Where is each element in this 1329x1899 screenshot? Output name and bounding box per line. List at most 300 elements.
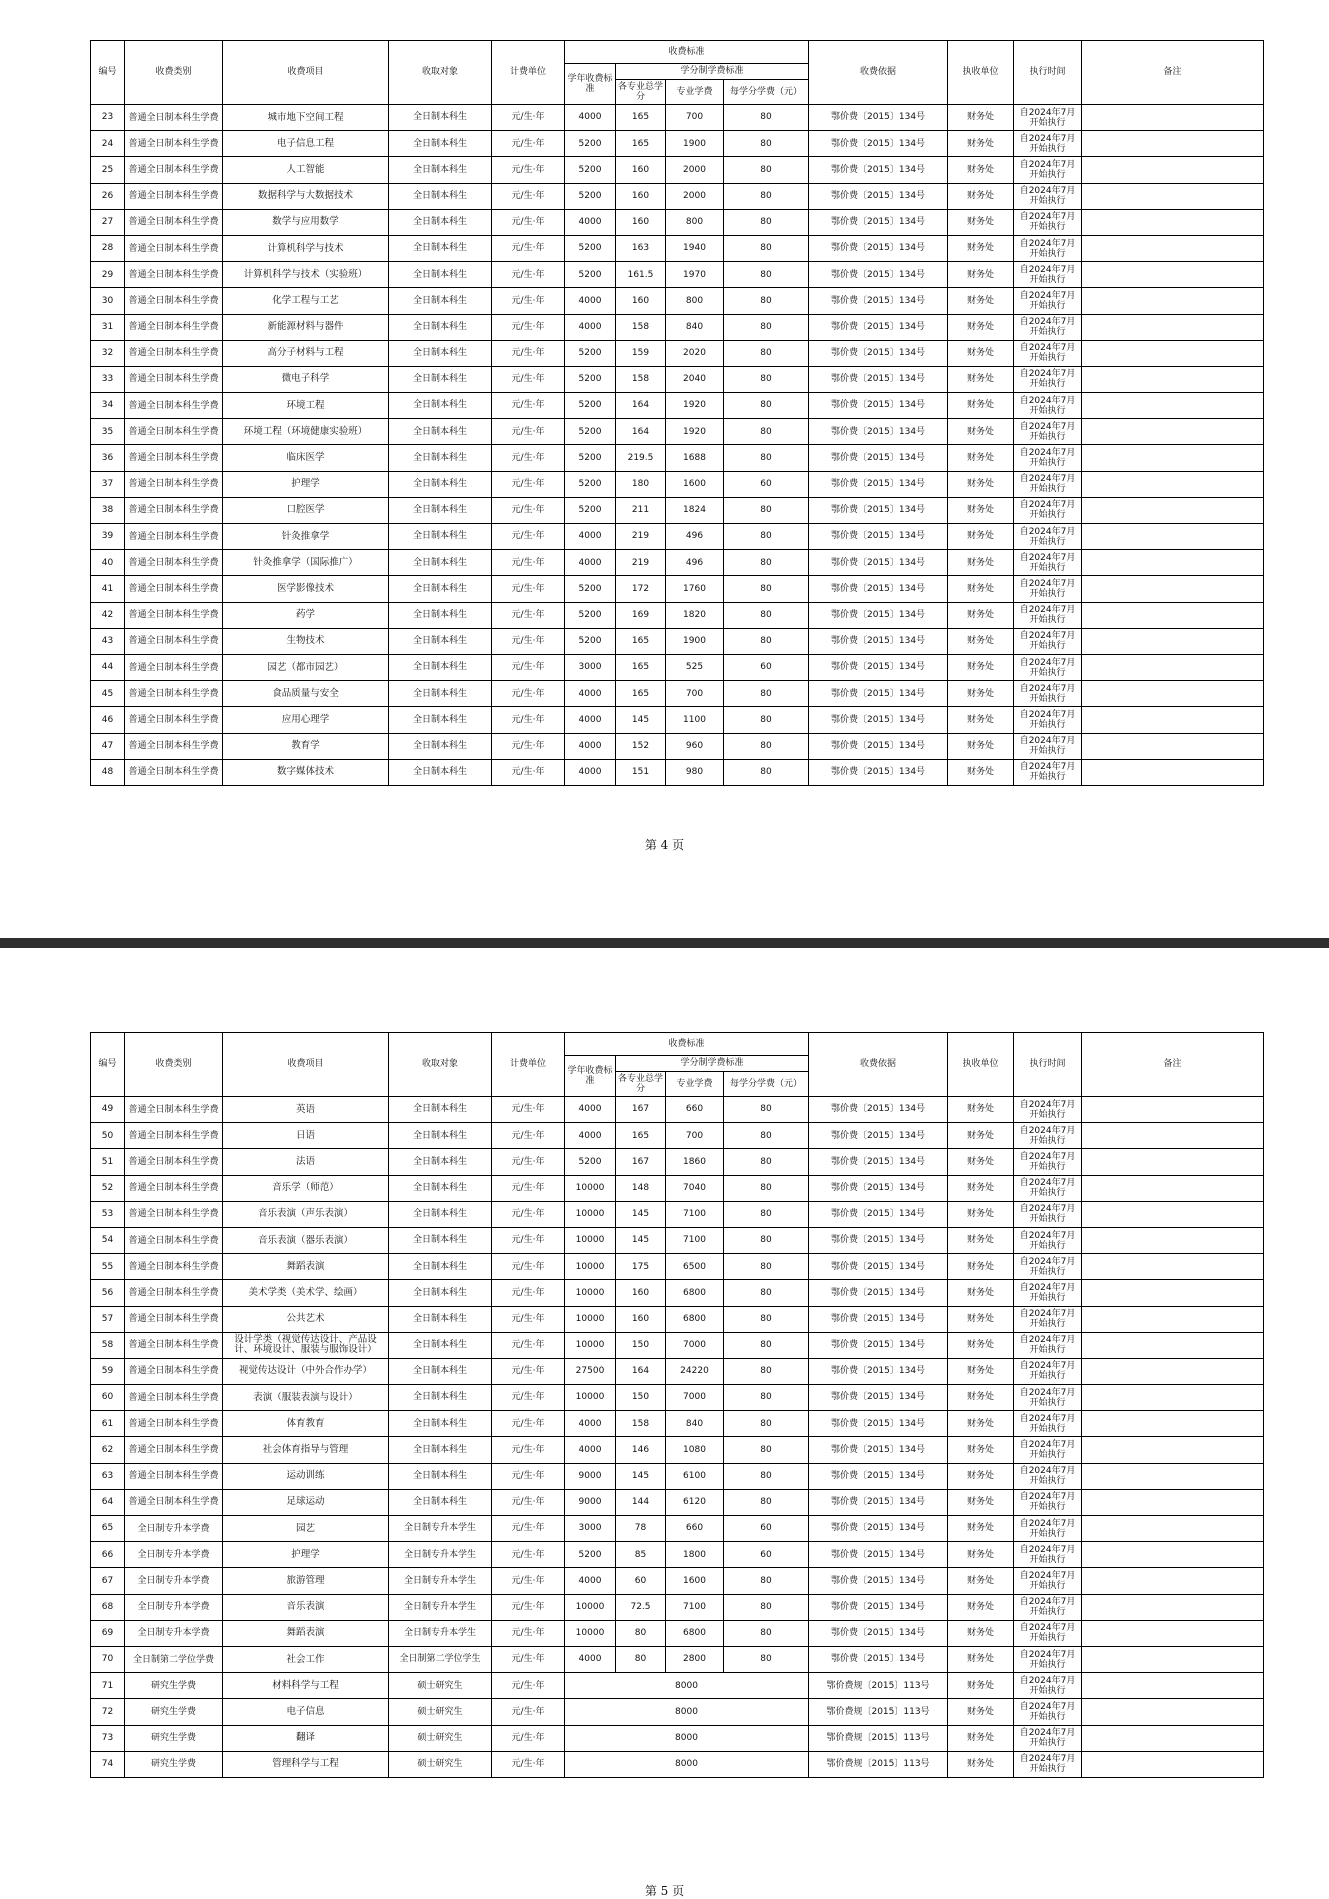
collecting-unit: 财务处 (948, 1437, 1014, 1463)
fee-unit: 元/生·年 (492, 314, 565, 340)
fee-unit: 元/生·年 (492, 1097, 565, 1123)
major-fee: 1100 (666, 707, 724, 733)
fee-basis: 鄂价费〔2015〕134号 (809, 183, 948, 209)
notes-cell (1082, 1358, 1264, 1384)
effective-time: 自2024年7月开始执行 (1014, 157, 1082, 183)
effective-time: 自2024年7月开始执行 (1014, 707, 1082, 733)
fee-unit: 元/生·年 (492, 1751, 565, 1777)
fee-unit: 元/生·年 (492, 157, 565, 183)
fee-category: 研究生学费 (125, 1673, 223, 1699)
major-fee: 6500 (666, 1254, 724, 1280)
fee-item: 计算机科学与技术 (223, 235, 389, 261)
collecting-unit: 财务处 (948, 1620, 1014, 1646)
collecting-unit: 财务处 (948, 733, 1014, 759)
per-credit-fee: 80 (724, 288, 809, 314)
fee-unit: 元/生·年 (492, 1620, 565, 1646)
header-collector: 执收单位 (948, 1033, 1014, 1097)
fee-unit: 元/生·年 (492, 1201, 565, 1227)
fee-target: 全日制本科生 (389, 314, 492, 340)
fee-basis: 鄂价费〔2015〕134号 (809, 1201, 948, 1227)
major-fee: 960 (666, 733, 724, 759)
row-number: 66 (91, 1542, 125, 1568)
notes-cell (1082, 340, 1264, 366)
per-credit-fee: 80 (724, 1411, 809, 1437)
annual-fee: 5200 (565, 419, 616, 445)
annual-fee: 4000 (565, 759, 616, 785)
annual-fee: 10000 (565, 1620, 616, 1646)
fee-target: 全日制本科生 (389, 733, 492, 759)
effective-time: 自2024年7月开始执行 (1014, 1699, 1082, 1725)
row-number: 32 (91, 340, 125, 366)
notes-cell (1082, 209, 1264, 235)
fee-item: 药学 (223, 602, 389, 628)
row-number: 65 (91, 1516, 125, 1542)
fee-basis: 鄂价费规〔2015〕113号 (809, 1751, 948, 1777)
header-unit: 计费单位 (492, 1033, 565, 1097)
fee-category: 普通全日制本科生学费 (125, 628, 223, 654)
effective-time: 自2024年7月开始执行 (1014, 1254, 1082, 1280)
fee-basis: 鄂价费〔2015〕134号 (809, 1620, 948, 1646)
fee-item: 护理学 (223, 1542, 389, 1568)
major-fee: 1688 (666, 445, 724, 471)
major-fee: 7000 (666, 1385, 724, 1411)
effective-time: 自2024年7月开始执行 (1014, 576, 1082, 602)
major-fee: 1600 (666, 1568, 724, 1594)
fee-category: 普通全日制本科生学费 (125, 1463, 223, 1489)
row-number: 59 (91, 1358, 125, 1384)
effective-time: 自2024年7月开始执行 (1014, 1149, 1082, 1175)
effective-time: 自2024年7月开始执行 (1014, 340, 1082, 366)
fee-item: 电子信息工程 (223, 131, 389, 157)
fee-unit: 元/生·年 (492, 1254, 565, 1280)
fee-item: 足球运动 (223, 1489, 389, 1515)
row-number: 57 (91, 1306, 125, 1332)
fee-basis: 鄂价费〔2015〕134号 (809, 1254, 948, 1280)
collecting-unit: 财务处 (948, 1227, 1014, 1253)
per-credit-fee: 80 (724, 1385, 809, 1411)
fee-basis: 鄂价费〔2015〕134号 (809, 1097, 948, 1123)
major-fee: 2000 (666, 183, 724, 209)
table-row (91, 393, 1264, 419)
fee-item: 微电子科学 (223, 366, 389, 392)
fee-basis: 鄂价费〔2015〕134号 (809, 1306, 948, 1332)
fee-category: 普通全日制本科生学费 (125, 759, 223, 785)
per-credit-fee: 80 (724, 131, 809, 157)
header-no: 编号 (91, 41, 125, 105)
fee-basis: 鄂价费〔2015〕134号 (809, 105, 948, 131)
table-row (91, 471, 1264, 497)
header-basis: 收费依据 (809, 1033, 948, 1097)
fee-category: 普通全日制本科生学费 (125, 1149, 223, 1175)
effective-time: 自2024年7月开始执行 (1014, 366, 1082, 392)
collecting-unit: 财务处 (948, 681, 1014, 707)
effective-time: 自2024年7月开始执行 (1014, 497, 1082, 523)
fee-target: 全日制本科生 (389, 497, 492, 523)
collecting-unit: 财务处 (948, 393, 1014, 419)
major-fee: 700 (666, 681, 724, 707)
total-credits: 150 (616, 1332, 666, 1358)
collecting-unit: 财务处 (948, 1280, 1014, 1306)
major-fee: 496 (666, 524, 724, 550)
effective-time: 自2024年7月开始执行 (1014, 131, 1082, 157)
total-credits: 60 (616, 1568, 666, 1594)
effective-time: 自2024年7月开始执行 (1014, 1201, 1082, 1227)
row-number: 47 (91, 733, 125, 759)
major-fee: 7000 (666, 1332, 724, 1358)
annual-fee: 10000 (565, 1385, 616, 1411)
fee-category: 全日制专升本学费 (125, 1516, 223, 1542)
fee-basis: 鄂价费〔2015〕134号 (809, 419, 948, 445)
fee-item: 日语 (223, 1123, 389, 1149)
collecting-unit: 财务处 (948, 471, 1014, 497)
fee-unit: 元/生·年 (492, 497, 565, 523)
annual-fee: 4000 (565, 550, 616, 576)
collecting-unit: 财务处 (948, 1385, 1014, 1411)
fee-target: 全日制本科生 (389, 209, 492, 235)
fee-target: 全日制本科生 (389, 1332, 492, 1358)
fee-category: 普通全日制本科生学费 (125, 497, 223, 523)
fee-unit: 元/生·年 (492, 235, 565, 261)
fee-target: 全日制本科生 (389, 524, 492, 550)
row-number: 52 (91, 1175, 125, 1201)
fee-item: 美术学类（美术学、绘画） (223, 1280, 389, 1306)
collecting-unit: 财务处 (948, 105, 1014, 131)
fee-table-body (91, 1097, 1264, 1778)
major-fee: 840 (666, 314, 724, 340)
fee-category: 普通全日制本科生学费 (125, 288, 223, 314)
total-credits: 78 (616, 1516, 666, 1542)
header-annual: 学年收费标准 (565, 1056, 616, 1097)
table-row (91, 1620, 1264, 1646)
notes-cell (1082, 183, 1264, 209)
table-row (91, 733, 1264, 759)
major-fee: 700 (666, 105, 724, 131)
row-number: 42 (91, 602, 125, 628)
fee-unit: 元/生·年 (492, 628, 565, 654)
per-credit-fee: 60 (724, 654, 809, 680)
fee-unit: 元/生·年 (492, 209, 565, 235)
effective-time: 自2024年7月开始执行 (1014, 1542, 1082, 1568)
header-annual: 学年收费标准 (565, 64, 616, 105)
major-fee: 7040 (666, 1175, 724, 1201)
fee-unit: 元/生·年 (492, 1673, 565, 1699)
notes-cell (1082, 1385, 1264, 1411)
collecting-unit: 财务处 (948, 1542, 1014, 1568)
fee-item: 设计学类（视觉传达设计、产品设计、环境设计、服装与服饰设计） (223, 1332, 389, 1358)
effective-time: 自2024年7月开始执行 (1014, 471, 1082, 497)
per-credit-fee: 60 (724, 1516, 809, 1542)
collecting-unit: 财务处 (948, 1646, 1014, 1672)
total-credits: 167 (616, 1149, 666, 1175)
fee-unit: 元/生·年 (492, 1358, 565, 1384)
fee-item: 针灸推拿学（国际推广） (223, 550, 389, 576)
per-credit-fee: 80 (724, 419, 809, 445)
total-credits: 219 (616, 524, 666, 550)
fee-unit: 元/生·年 (492, 602, 565, 628)
fee-basis: 鄂价费〔2015〕134号 (809, 366, 948, 392)
effective-time: 自2024年7月开始执行 (1014, 550, 1082, 576)
notes-cell (1082, 1463, 1264, 1489)
notes-cell (1082, 602, 1264, 628)
notes-cell (1082, 131, 1264, 157)
row-number: 51 (91, 1149, 125, 1175)
per-credit-fee: 80 (724, 1489, 809, 1515)
effective-time: 自2024年7月开始执行 (1014, 1463, 1082, 1489)
major-fee: 840 (666, 1411, 724, 1437)
table-row (91, 235, 1264, 261)
notes-cell (1082, 497, 1264, 523)
table-row (91, 576, 1264, 602)
total-credits: 219.5 (616, 445, 666, 471)
table-row (91, 602, 1264, 628)
annual-fee: 9000 (565, 1463, 616, 1489)
annual-fee: 5200 (565, 262, 616, 288)
fee-target: 全日制本科生 (389, 288, 492, 314)
fee-basis: 鄂价费〔2015〕134号 (809, 1175, 948, 1201)
fee-basis: 鄂价费〔2015〕134号 (809, 602, 948, 628)
major-fee: 1760 (666, 576, 724, 602)
fee-target: 全日制本科生 (389, 235, 492, 261)
major-fee: 660 (666, 1516, 724, 1542)
per-credit-fee: 80 (724, 1646, 809, 1672)
notes-cell (1082, 1123, 1264, 1149)
fee-category: 普通全日制本科生学费 (125, 471, 223, 497)
row-number: 54 (91, 1227, 125, 1253)
fee-item: 园艺 (223, 1516, 389, 1542)
total-credits: 165 (616, 1123, 666, 1149)
effective-time: 自2024年7月开始执行 (1014, 209, 1082, 235)
fee-target: 硕士研究生 (389, 1699, 492, 1725)
effective-time: 自2024年7月开始执行 (1014, 1437, 1082, 1463)
row-number: 46 (91, 707, 125, 733)
fee-target: 全日制本科生 (389, 1463, 492, 1489)
collecting-unit: 财务处 (948, 1489, 1014, 1515)
row-number: 30 (91, 288, 125, 314)
fee-item: 社会体育指导与管理 (223, 1437, 389, 1463)
per-credit-fee: 80 (724, 1280, 809, 1306)
fee-item: 运动训练 (223, 1463, 389, 1489)
major-fee: 496 (666, 550, 724, 576)
annual-fee: 5200 (565, 340, 616, 366)
collecting-unit: 财务处 (948, 1097, 1014, 1123)
notes-cell (1082, 681, 1264, 707)
annual-fee: 4000 (565, 288, 616, 314)
major-fee: 525 (666, 654, 724, 680)
total-credits: 164 (616, 1358, 666, 1384)
total-credits: 152 (616, 733, 666, 759)
fee-target: 全日制本科生 (389, 445, 492, 471)
fee-item: 音乐表演（器乐表演） (223, 1227, 389, 1253)
row-number: 39 (91, 524, 125, 550)
effective-time: 自2024年7月开始执行 (1014, 681, 1082, 707)
fee-unit: 元/生·年 (492, 1227, 565, 1253)
total-credits: 151 (616, 759, 666, 785)
header-total-credits: 各专业总学分 (616, 80, 666, 105)
major-fee: 2040 (666, 366, 724, 392)
fee-unit: 元/生·年 (492, 183, 565, 209)
table-row (91, 1516, 1264, 1542)
row-number: 67 (91, 1568, 125, 1594)
fee-unit: 元/生·年 (492, 1646, 565, 1672)
fee-item: 表演（服装表演与设计） (223, 1385, 389, 1411)
fee-category: 普通全日制本科生学费 (125, 733, 223, 759)
fee-category: 普通全日制本科生学费 (125, 340, 223, 366)
row-number: 25 (91, 157, 125, 183)
fee-category: 普通全日制本科生学费 (125, 1332, 223, 1358)
total-credits: 165 (616, 131, 666, 157)
table-row (91, 1594, 1264, 1620)
table-row (91, 1489, 1264, 1515)
notes-cell (1082, 1594, 1264, 1620)
collecting-unit: 财务处 (948, 262, 1014, 288)
fee-basis: 鄂价费〔2015〕134号 (809, 262, 948, 288)
per-credit-fee: 80 (724, 759, 809, 785)
effective-time: 自2024年7月开始执行 (1014, 314, 1082, 340)
fee-target: 全日制本科生 (389, 131, 492, 157)
notes-cell (1082, 1568, 1264, 1594)
header-major-fee: 专业学费 (666, 1072, 724, 1097)
effective-time: 自2024年7月开始执行 (1014, 1227, 1082, 1253)
fee-basis: 鄂价费〔2015〕134号 (809, 733, 948, 759)
total-credits: 161.5 (616, 262, 666, 288)
annual-fee: 5200 (565, 235, 616, 261)
header-item: 收费项目 (223, 41, 389, 105)
header-collector: 执收单位 (948, 41, 1014, 105)
fee-target: 全日制专升本学生 (389, 1516, 492, 1542)
annual-fee: 27500 (565, 1358, 616, 1384)
effective-time: 自2024年7月开始执行 (1014, 524, 1082, 550)
table-row (91, 262, 1264, 288)
total-credits: 158 (616, 1411, 666, 1437)
notes-cell (1082, 105, 1264, 131)
table-row (91, 1306, 1264, 1332)
fee-item: 音乐表演（声乐表演） (223, 1201, 389, 1227)
per-credit-fee: 80 (724, 235, 809, 261)
total-credits: 80 (616, 1646, 666, 1672)
row-number: 23 (91, 105, 125, 131)
total-credits: 160 (616, 183, 666, 209)
header-category: 收费类别 (125, 1033, 223, 1097)
per-credit-fee: 80 (724, 628, 809, 654)
effective-time: 自2024年7月开始执行 (1014, 1411, 1082, 1437)
row-number: 50 (91, 1123, 125, 1149)
fee-basis: 鄂价费〔2015〕134号 (809, 550, 948, 576)
fee-target: 全日制本科生 (389, 1123, 492, 1149)
fee-target: 全日制本科生 (389, 366, 492, 392)
effective-time: 自2024年7月开始执行 (1014, 393, 1082, 419)
collecting-unit: 财务处 (948, 1306, 1014, 1332)
notes-cell (1082, 1699, 1264, 1725)
fee-category: 普通全日制本科生学费 (125, 550, 223, 576)
per-credit-fee: 80 (724, 1568, 809, 1594)
total-credits: 180 (616, 471, 666, 497)
row-number: 71 (91, 1673, 125, 1699)
fee-unit: 元/生·年 (492, 1332, 565, 1358)
effective-time: 自2024年7月开始执行 (1014, 733, 1082, 759)
table-row (91, 105, 1264, 131)
collecting-unit: 财务处 (948, 1568, 1014, 1594)
table-row (91, 1280, 1264, 1306)
collecting-unit: 财务处 (948, 707, 1014, 733)
fee-target: 全日制本科生 (389, 1175, 492, 1201)
fee-category: 普通全日制本科生学费 (125, 1489, 223, 1515)
fee-item: 城市地下空间工程 (223, 105, 389, 131)
fee-category: 普通全日制本科生学费 (125, 366, 223, 392)
collecting-unit: 财务处 (948, 131, 1014, 157)
fee-basis: 鄂价费〔2015〕134号 (809, 524, 948, 550)
annual-fee: 10000 (565, 1332, 616, 1358)
fee-category: 普通全日制本科生学费 (125, 419, 223, 445)
table-row (91, 707, 1264, 733)
fee-basis: 鄂价费〔2015〕134号 (809, 235, 948, 261)
fee-unit: 元/生·年 (492, 366, 565, 392)
notes-cell (1082, 1489, 1264, 1515)
fee-target: 全日制第二学位学生 (389, 1646, 492, 1672)
major-fee: 980 (666, 759, 724, 785)
fee-unit: 元/生·年 (492, 1542, 565, 1568)
table-row (91, 366, 1264, 392)
row-number: 74 (91, 1751, 125, 1777)
table-row (91, 1097, 1264, 1123)
fee-item: 法语 (223, 1149, 389, 1175)
fee-item: 材料科学与工程 (223, 1673, 389, 1699)
table-row (91, 1175, 1264, 1201)
fee-unit: 元/生·年 (492, 1385, 565, 1411)
effective-time: 自2024年7月开始执行 (1014, 1646, 1082, 1672)
collecting-unit: 财务处 (948, 497, 1014, 523)
table-row (91, 1568, 1264, 1594)
total-credits: 160 (616, 1306, 666, 1332)
fee-basis: 鄂价费〔2015〕134号 (809, 157, 948, 183)
fee-category: 普通全日制本科生学费 (125, 1123, 223, 1149)
effective-time: 自2024年7月开始执行 (1014, 602, 1082, 628)
fee-unit: 元/生·年 (492, 340, 565, 366)
collecting-unit: 财务处 (948, 1751, 1014, 1777)
per-credit-fee: 60 (724, 471, 809, 497)
total-credits: 160 (616, 157, 666, 183)
fee-category: 普通全日制本科生学费 (125, 1175, 223, 1201)
fee-target: 全日制本科生 (389, 419, 492, 445)
row-number: 58 (91, 1332, 125, 1358)
table-row (91, 1411, 1264, 1437)
row-number: 61 (91, 1411, 125, 1437)
header-time: 执行时间 (1014, 1033, 1082, 1097)
major-fee: 800 (666, 288, 724, 314)
fee-basis: 鄂价费〔2015〕134号 (809, 1358, 948, 1384)
total-credits: 146 (616, 1437, 666, 1463)
effective-time: 自2024年7月开始执行 (1014, 419, 1082, 445)
row-number: 64 (91, 1489, 125, 1515)
effective-time: 自2024年7月开始执行 (1014, 1175, 1082, 1201)
total-credits: 165 (616, 654, 666, 680)
fee-category: 普通全日制本科生学费 (125, 131, 223, 157)
notes-cell (1082, 419, 1264, 445)
effective-time: 自2024年7月开始执行 (1014, 1489, 1082, 1515)
per-credit-fee: 80 (724, 733, 809, 759)
fee-basis: 鄂价费〔2015〕134号 (809, 1568, 948, 1594)
fee-category: 普通全日制本科生学费 (125, 681, 223, 707)
fee-item: 音乐表演 (223, 1594, 389, 1620)
table-row (91, 1149, 1264, 1175)
annual-fee: 4000 (565, 1097, 616, 1123)
fee-unit: 元/生·年 (492, 419, 565, 445)
fee-item: 管理科学与工程 (223, 1751, 389, 1777)
notes-cell (1082, 1254, 1264, 1280)
per-credit-fee: 80 (724, 1097, 809, 1123)
fee-category: 普通全日制本科生学费 (125, 393, 223, 419)
fee-category: 普通全日制本科生学费 (125, 183, 223, 209)
fee-unit: 元/生·年 (492, 524, 565, 550)
